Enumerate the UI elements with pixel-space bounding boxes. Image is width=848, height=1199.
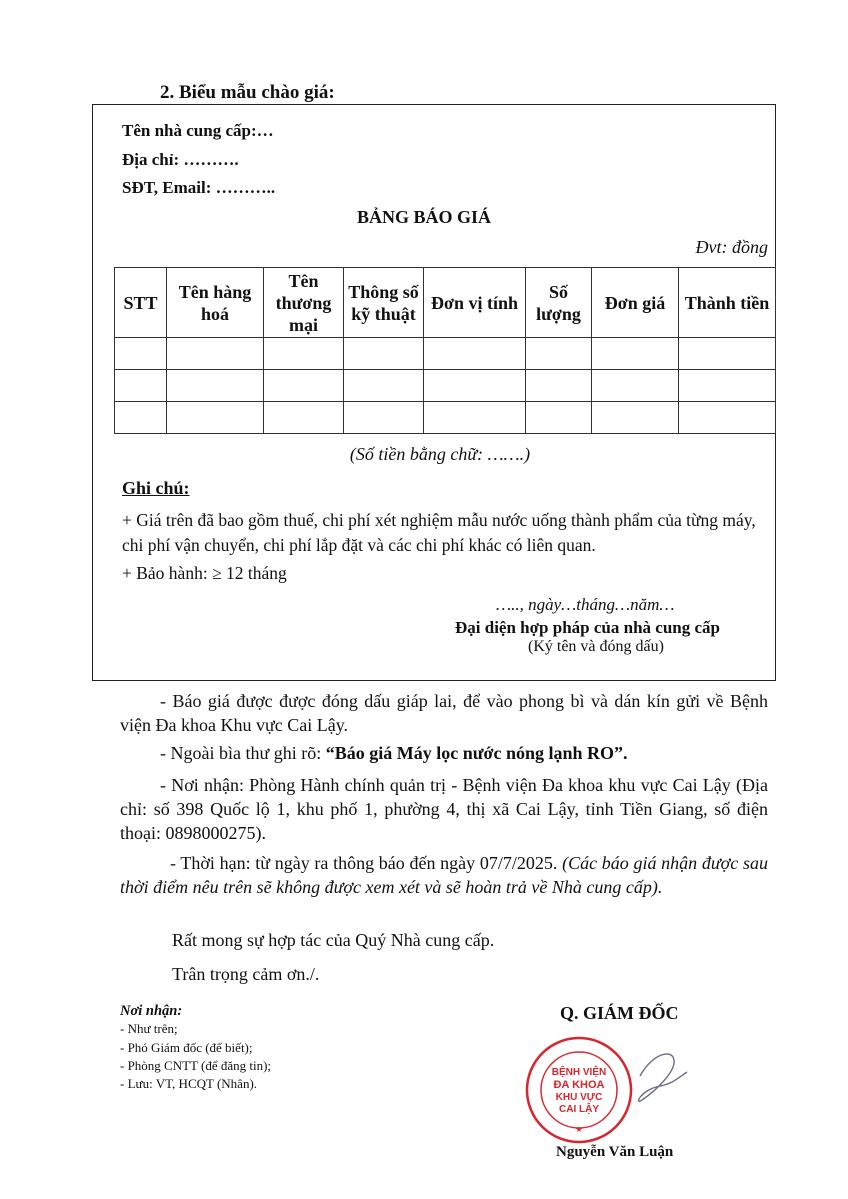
column-header: Số lượng — [526, 268, 592, 338]
closing-line: Rất mong sự hợp tác của Quý Nhà cung cấp. — [172, 930, 495, 950]
instruction-paragraph — [160, 741, 760, 765]
table-cell — [115, 402, 167, 434]
amount-in-words: (Số tiền bằng chữ: …….) — [349, 444, 531, 464]
seal-text-line: BỆNH VIỆN — [551, 1067, 607, 1078]
table-cell — [167, 338, 264, 370]
table-cell — [679, 338, 776, 370]
closing-line: Trân trọng cảm ơn./. — [172, 964, 320, 984]
note-item: + Giá trên đã bao gồm thuế, chi phí xét nghiệm mẫu nước uống thành phẩm của từng máy, chi phí vận chuyển, chi phí lắp đặt và các chi phí khác có liên quan. — [122, 510, 756, 555]
date-line: ….., ngày…tháng…năm… — [496, 595, 675, 614]
column-header: Tên hàng hoá — [167, 268, 264, 338]
instruction-paragraph: - Nơi nhận: Phòng Hành chính quản trị - Bệnh viện Đa khoa khu vực Cai Lậy (Địa chỉ: số 398 Quốc lộ 1, khu phố 1, phường 4, thị xã Cai Lậy, tỉnh Tiền Giang, số điện thoại: 0898000275). — [120, 775, 768, 843]
director-title: Q. GIÁM ĐỐC — [560, 1003, 679, 1023]
seal-text-line: KHU VỰC — [555, 1092, 603, 1103]
table-header-row — [115, 268, 776, 338]
signature-stroke — [639, 1054, 687, 1101]
table-cell — [344, 370, 424, 402]
representative-title: Đại diện hợp pháp của nhà cung cấp — [455, 618, 720, 637]
deadline-text: - Thời hạn: từ ngày ra thông báo đến ngày 07/7/2025. — [170, 853, 563, 873]
representative-sign-note: (Ký tên và đóng dấu) — [528, 638, 664, 655]
seal-text-line: CAI LẬY — [559, 1104, 599, 1115]
table-cell — [424, 402, 526, 434]
svg-text:★: ★ — [575, 1125, 583, 1134]
column-header: Thông số kỹ thuật — [344, 268, 424, 338]
address-field: Địa chỉ: ………. — [122, 150, 239, 169]
table-cell — [115, 370, 167, 402]
table-cell — [264, 370, 344, 402]
recipient-item: - Lưu: VT, HCQT (Nhân). — [120, 1076, 258, 1091]
contact-field: SĐT, Email: ……….. — [122, 178, 276, 197]
deadline-paragraph — [120, 851, 768, 899]
table-cell — [679, 370, 776, 402]
table-title: BẢNG BÁO GIÁ — [356, 207, 491, 227]
table-cell — [526, 338, 592, 370]
recipient-item: - Như trên; — [120, 1021, 178, 1036]
instruction-paragraph: - Báo giá được được đóng dấu giáp lai, để vào phong bì và dán kín gửi về Bệnh viện Đa khoa Khu vực Cai Lậy. — [120, 691, 768, 735]
section-heading: 2. Biểu mẫu chào giá: — [160, 82, 335, 103]
column-header: Thành tiền — [679, 268, 776, 338]
quotation-table — [114, 267, 776, 434]
notes-title: Ghi chú: — [122, 478, 190, 498]
recipient-item: - Phòng CNTT (để đăng tin); — [120, 1058, 272, 1073]
table-cell — [592, 338, 679, 370]
table-cell — [344, 402, 424, 434]
column-header: Đơn giá — [592, 268, 679, 338]
official-seal — [522, 1030, 692, 1150]
recipients-title: Nơi nhận: — [120, 1003, 183, 1019]
table-cell — [679, 402, 776, 434]
table-cell — [424, 338, 526, 370]
column-header: Tên thương mại — [264, 268, 344, 338]
seal-text-line: ĐA KHOA — [553, 1079, 605, 1091]
table-cell — [264, 402, 344, 434]
table-cell — [526, 402, 592, 434]
column-header: Đơn vị tính — [424, 268, 526, 338]
table-cell — [592, 370, 679, 402]
deadline-note: (Các báo giá nhận được sau thời điểm nêu trên sẽ không được xem xét và sẽ hoàn trả về Nhà cung cấp). — [120, 853, 768, 897]
table-cell — [167, 402, 264, 434]
table-cell — [264, 338, 344, 370]
supplier-name-field: Tên nhà cung cấp:… — [122, 121, 274, 140]
table-cell — [115, 338, 167, 370]
table-row — [115, 370, 776, 402]
table-cell — [344, 338, 424, 370]
envelope-label: “Báo giá Máy lọc nước nóng lạnh RO”. — [325, 743, 628, 763]
instruction-text: - Ngoài bìa thư ghi rõ: — [160, 743, 326, 763]
recipient-item: - Phó Giám đốc (để biết); — [120, 1040, 253, 1055]
table-row — [115, 338, 776, 370]
table-row — [115, 402, 776, 434]
table-cell — [592, 402, 679, 434]
note-item: + Bảo hành: ≥ 12 tháng — [122, 563, 287, 583]
table-cell — [526, 370, 592, 402]
unit-note: Đvt: đồng — [695, 237, 768, 257]
table-cell — [424, 370, 526, 402]
column-header: STT — [115, 268, 167, 338]
signer-name: Nguyễn Văn Luận — [556, 1144, 674, 1160]
table-cell — [167, 370, 264, 402]
